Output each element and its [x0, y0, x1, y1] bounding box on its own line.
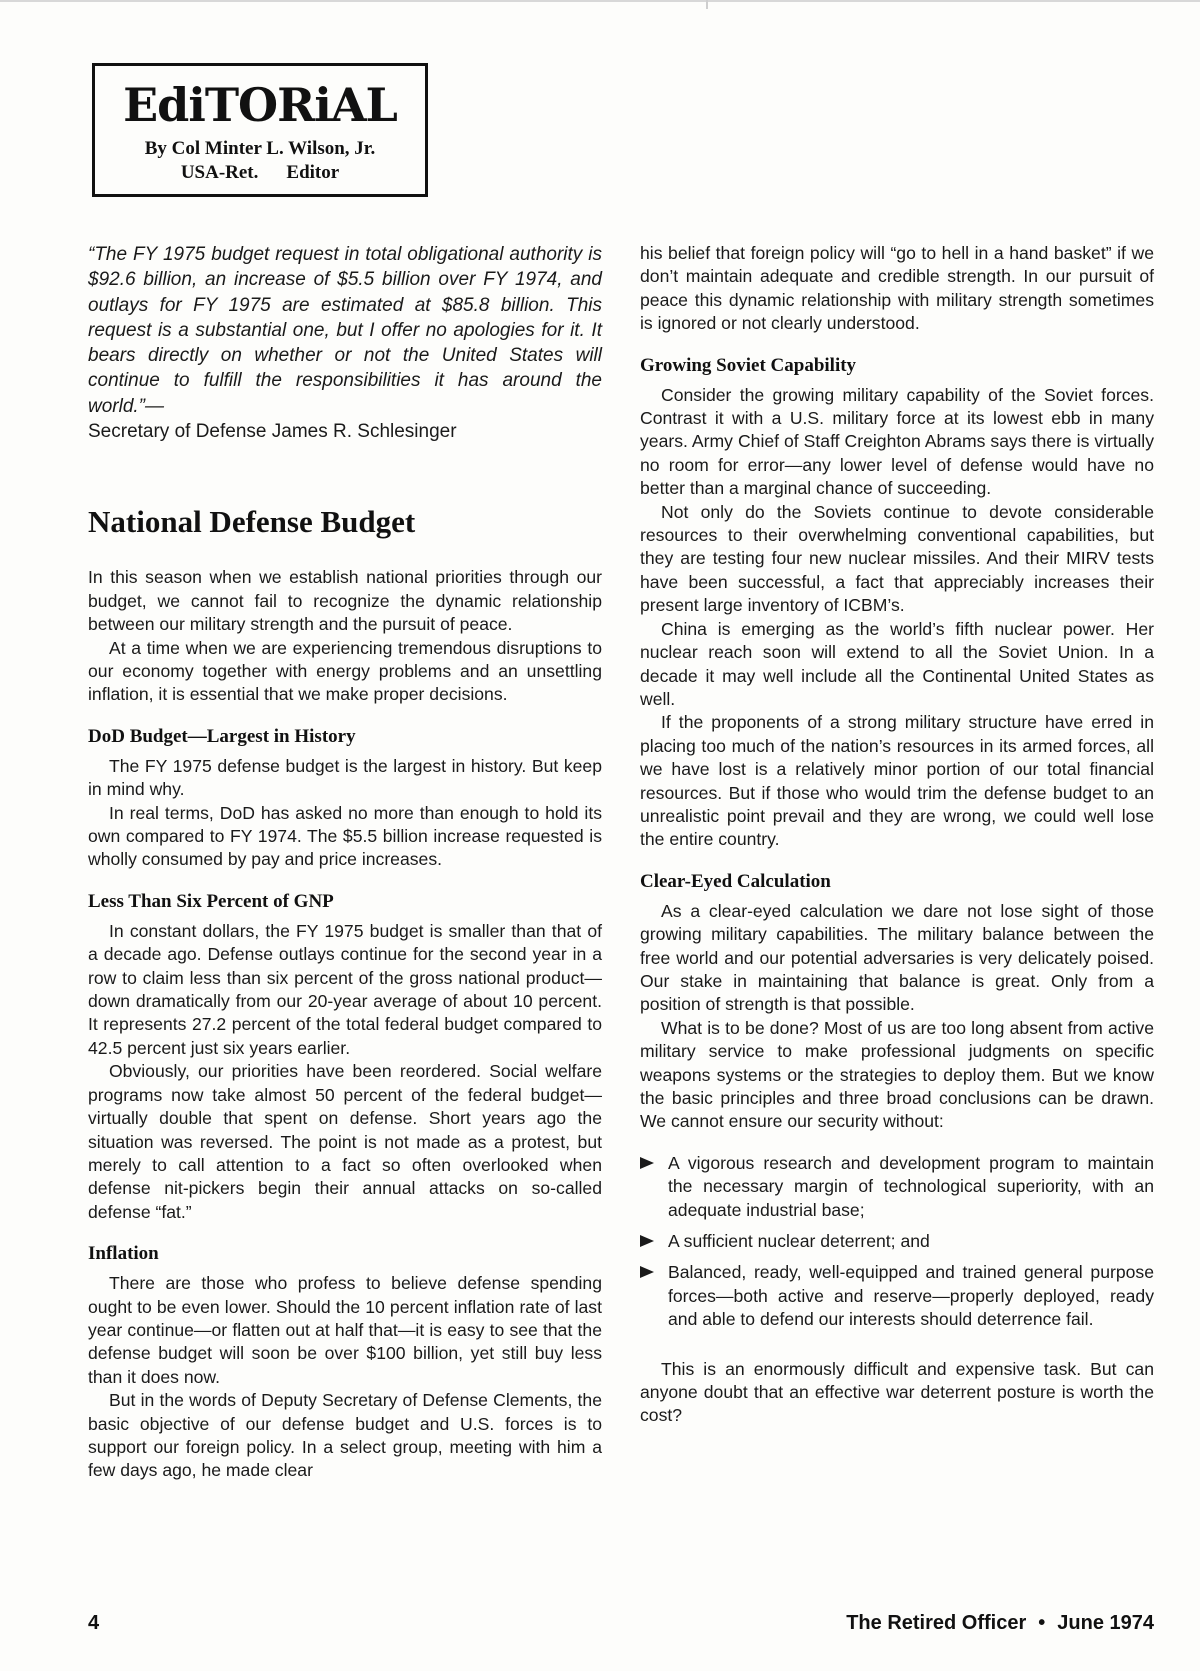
- article-title: National Defense Budget: [88, 504, 416, 540]
- subhead-inflation: Inflation: [88, 1243, 159, 1265]
- gnp-paragraph: Obviously, our priorities have been reordered. Social welfare programs now take almost 50 percent of the federal budget—virtually double that spent on defense. Short years ago the situation was reversed. The point is not made as a protest, but merely to call attention to a fact so often overlooked when defense nit-pickers begin their annual attacks on so-called defense “fat.”: [88, 1061, 602, 1222]
- quote-attribution: Secretary of Defense James R. Schlesinger: [88, 421, 457, 443]
- masthead-title: EdiTORiAL: [123, 78, 397, 132]
- clear-eyed-paragraph: As a clear-eyed calculation we dare not lose sight of those growing military capabilities. The military balance between the free world and our potential adversaries is very delicately poised. Our stake in maintaining that balance is great. Only from a position of strength is that possible.: [640, 900, 1154, 1015]
- arrow-bullet-icon: [640, 1266, 654, 1278]
- opening-quote: “The FY 1975 budget request in total obligational authority is $92.6 billion, an increase of $5.5 billion over FY 1974, and outlays for FY 1975 are estimated at $85.8 billion. This request is a substantial one, but I offer no apologies for it. It bears directly on whether or not the United States will continue to fulfill the responsibilities it has around the world.”—: [88, 244, 602, 417]
- list-item: A vigorous research and development program to maintain the necessary margin of technological superiority, with an adequate industrial base;: [640, 1152, 1154, 1222]
- left-column: [88, 242, 602, 1483]
- soviet-paragraph: If the proponents of a strong military structure have erred in placing too much of the nation’s resources in its armed forces, all we have lost is a relatively minor portion of our total financial resources. But if those who would trim the defense budget to an unrealistic point prevail and they are wrong, we could well lose the entire country.: [640, 712, 1154, 850]
- intro-paragraph: In this season when we establish national priorities through our budget, we cannot fail to recognize the dynamic relationship between our military strength and the pursuit of peace.: [88, 567, 602, 635]
- arrow-bullet-icon: [640, 1157, 654, 1169]
- masthead-byline: By Col Minter L. Wilson, Jr.: [144, 138, 376, 159]
- inflation-paragraph: There are those who profess to believe defense spending ought to be even lower. Should the 10 percent inflation rate of last year continue—or flatten out at half that—it is easy to see that the defense budget will soon be over $100 billion, yet still buy less than it does now.: [88, 1273, 602, 1387]
- footer-separator: •: [1038, 1612, 1046, 1634]
- dod-paragraph: The FY 1975 defense budget is the largest in history. But keep in mind why.: [88, 755, 602, 800]
- continued-paragraph: his belief that foreign policy will “go to hell in a hand basket” if we don’t maintain adequate and credible strength. In our pursuit of peace this dynamic relationship with military strength sometimes is ignored or not clearly understood.: [640, 243, 1154, 334]
- masthead-byline-rank-role: [95, 161, 425, 185]
- closing-paragraph: This is an enormously difficult and expensive task. But can anyone doubt that an effective war deterrent posture is worth the cost?: [640, 1358, 1154, 1426]
- intro-paragraph: At a time when we are experiencing tremendous disruptions to our economy together with energy problems and an unsettling inflation, it is essential that we make proper decisions.: [88, 637, 602, 705]
- subhead-dod-budget: DoD Budget—Largest in History: [88, 725, 356, 747]
- soviet-paragraph: China is emerging as the world’s fifth nuclear power. Her nuclear reach soon will extend to all the Soviet Union. In a decade it may well include all the Continental United States as well.: [640, 618, 1154, 709]
- list-item: A sufficient nuclear deterrent; and: [640, 1230, 1154, 1253]
- inflation-paragraph: But in the words of Deputy Secretary of Defense Clements, the basic objective of our defense budget and U.S. forces is to support our foreign policy. In a select group, meeting with him a few days ago, he made clear: [88, 1390, 602, 1481]
- top-register-tick: [706, 0, 708, 9]
- masthead-role: Editor: [286, 162, 340, 183]
- subhead-soviet: Growing Soviet Capability: [640, 354, 857, 376]
- clear-eyed-paragraph: What is to be done? Most of us are too long absent from active military service to make professional judgments on specific weapons systems or the strategies to deploy them. But we know the basic principles and three broad conclusions can be drawn. We cannot ensure our security without:: [640, 1017, 1154, 1132]
- page-number: 4: [88, 1612, 100, 1634]
- issue-date: June 1974: [1057, 1612, 1154, 1634]
- soviet-paragraph: Consider the growing military capability of the Soviet forces. Contrast it with a U.S. military force at its lowest ebb in many years. Army Chief of Staff Creighton Abrams says there is virtually no room for error—any lower level of defense would have no better than a marginal chance of succeeding.: [640, 384, 1154, 499]
- right-column: [640, 242, 1154, 1428]
- editorial-masthead: [92, 63, 428, 197]
- dod-paragraph: In real terms, DoD has asked no more than enough to hold its own compared to FY 1974. The $5.5 billion increase requested is wholly consumed by pay and price increases.: [88, 802, 602, 870]
- gnp-paragraph: In constant dollars, the FY 1975 budget is smaller than that of a decade ago. Defense outlays continue for the second year in a row to claim less than six percent of the gross national product—down dramatically from our 20-year average of about 10 percent. It represents 27.2 percent of the total federal budget compared to 42.5 percent just six years earlier.: [88, 920, 602, 1058]
- conclusions-list: [640, 1152, 1154, 1332]
- subhead-clear-eyed: Clear-Eyed Calculation: [640, 870, 831, 892]
- top-border-line: [0, 0, 1200, 2]
- masthead-rank: USA-Ret.: [180, 162, 259, 183]
- subhead-gnp: Less Than Six Percent of GNP: [88, 890, 334, 912]
- arrow-bullet-icon: [640, 1235, 654, 1247]
- list-item: Balanced, ready, well-equipped and trained general purpose forces—both active and reserve—properly deployed, ready and able to defend our interests should deterrence fail.: [640, 1261, 1154, 1331]
- publication-footer: [846, 1612, 1154, 1635]
- publication-name: The Retired Officer: [846, 1612, 1027, 1634]
- soviet-paragraph: Not only do the Soviets continue to devote considerable resources to their overwhelming conventional capabilities, but they are testing four new nuclear missiles. And their MIRV tests have been successful, a fact that appreciably increases their present large inventory of ICBM’s.: [640, 501, 1154, 616]
